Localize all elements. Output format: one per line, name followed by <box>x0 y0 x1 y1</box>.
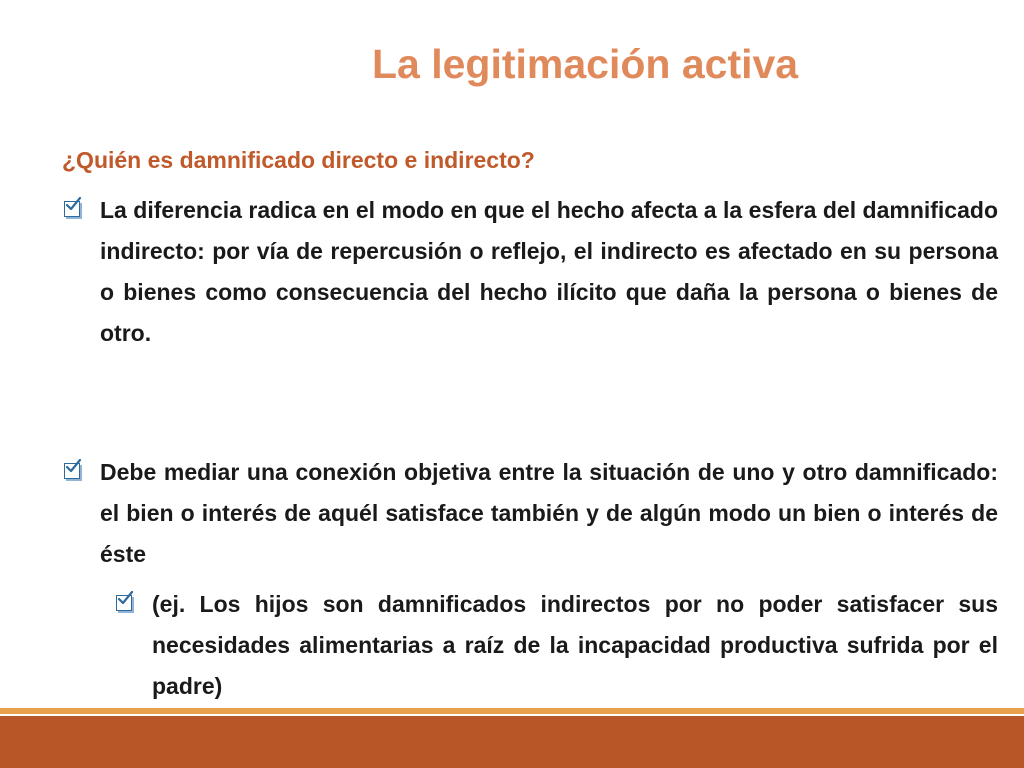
footer-accent-line <box>0 708 1024 714</box>
sub-bullet-text: (ej. Los hijos son damnificados indirectos por no poder satisfacer sus necesidades alimentarias a raíz de la incapacidad productiva sufrida por el padre) <box>152 591 998 699</box>
bullet-text: La diferencia radica en el modo en que el hecho afecta a la esfera del damnificado indirecto: por vía de repercusión o reflejo, el indirecto es afectado en su persona o bienes como consecuencia del hecho ilícito que daña la persona o bienes de otro. <box>100 197 998 346</box>
slide-title: La legitimación activa <box>372 41 799 87</box>
sub-bullet-item <box>116 584 998 707</box>
checkbox-bullet-icon <box>64 201 80 217</box>
bullet-item <box>64 452 998 575</box>
checkbox-bullet-icon <box>116 595 132 611</box>
checkbox-bullet-icon <box>64 463 80 479</box>
bullet-item <box>64 190 998 354</box>
slide-subtitle: ¿Quién es damnificado directo e indirecto? <box>62 147 535 173</box>
bullet-text: Debe mediar una conexión objetiva entre la situación de uno y otro damnificado: el bien o interés de aquél satisface también y de algún modo un bien o interés de éste <box>100 459 998 567</box>
footer-band <box>0 716 1024 768</box>
